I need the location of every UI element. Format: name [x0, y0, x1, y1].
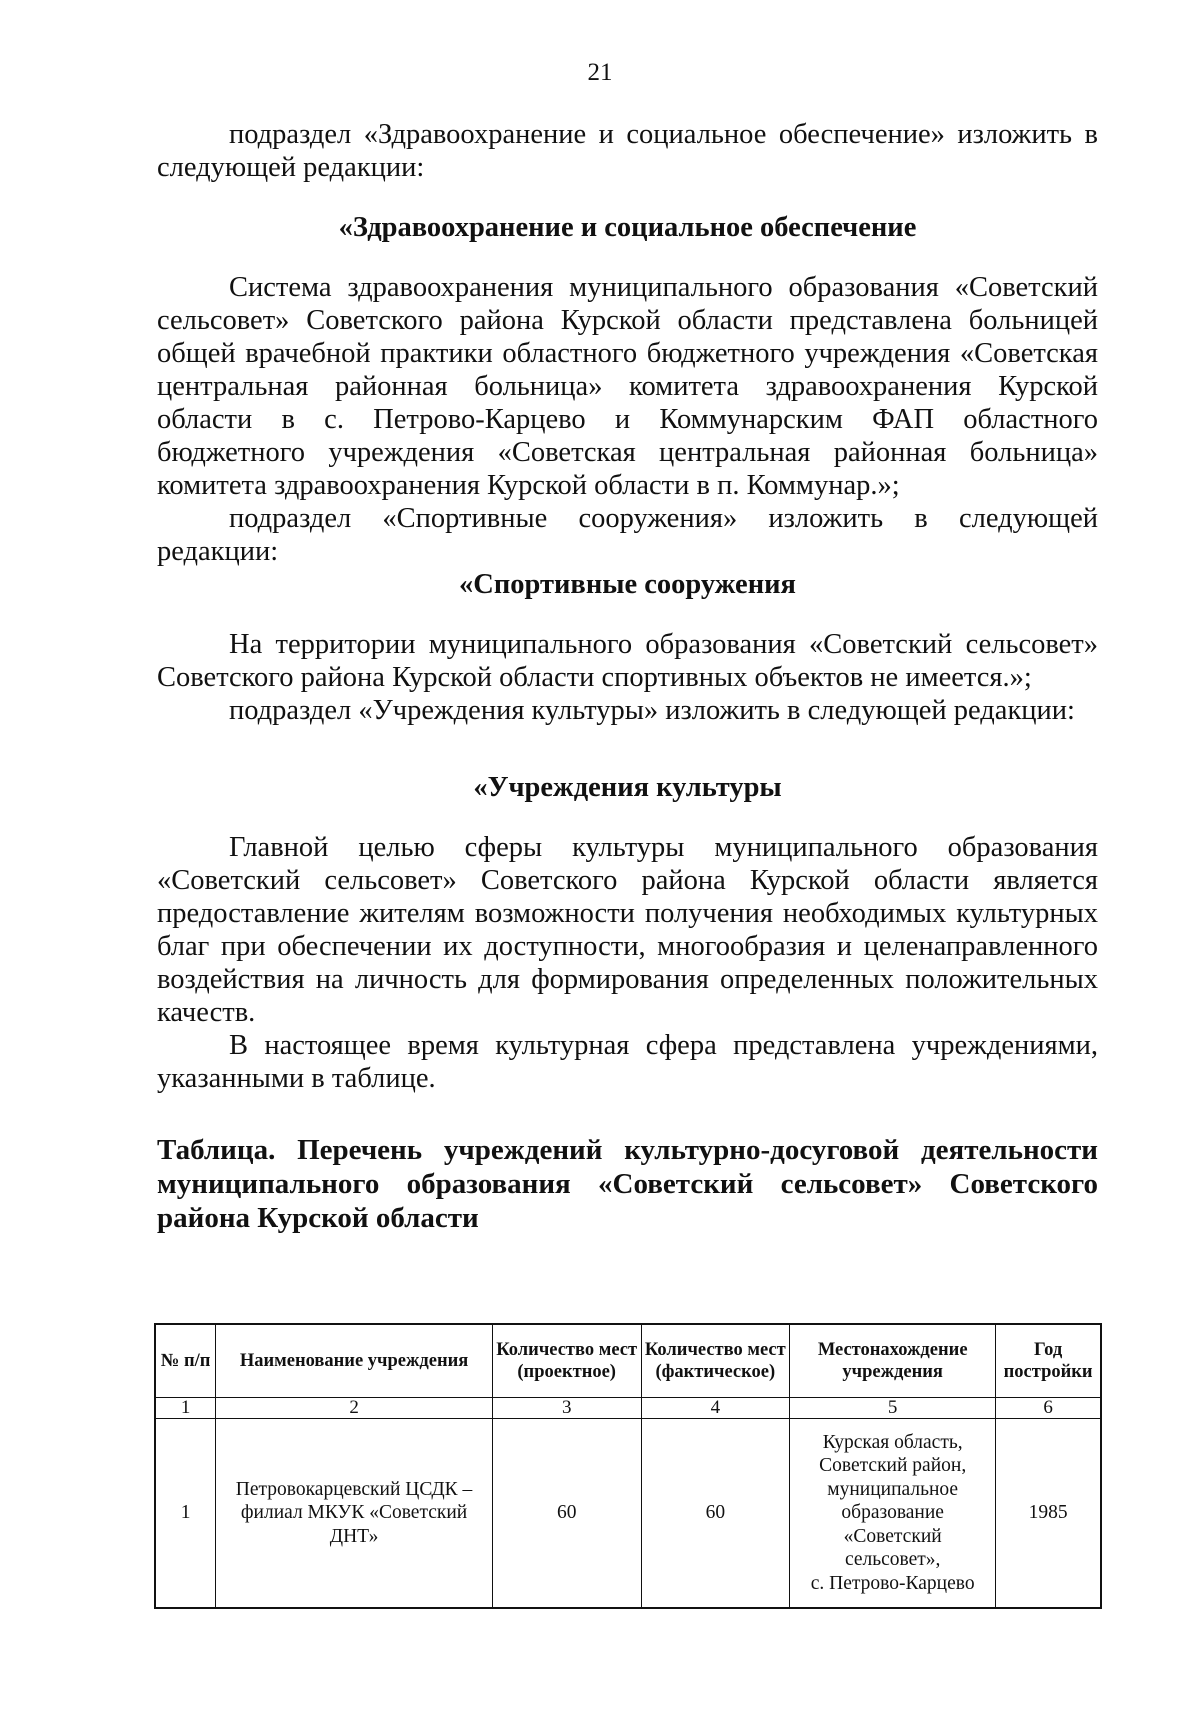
cell-seats-design: 60: [492, 1419, 641, 1609]
location-line: «Советский: [843, 1525, 942, 1547]
heading-health: «Здравоохранение и социальное обеспечение: [338, 212, 917, 243]
paragraph-sport-text: На территории муниципального образования «Советский сельсовет» Советского района Курской области спортивных объектов не имеется.»;: [157, 629, 1098, 693]
header-location: Местонахождение учреждения: [790, 1324, 996, 1398]
column-number: 3: [492, 1398, 641, 1419]
column-number-row: [155, 1398, 1101, 1419]
column-number: 1: [155, 1398, 216, 1419]
cell-num: 1: [155, 1419, 216, 1609]
paragraph-health-intro: подраздел «Здравоохранение и социальное обеспечение» изложить в следующей редакции:: [157, 119, 1098, 183]
table-caption: Таблица. Перечень учреждений культурно-досуговой деятельности муниципального образования «Советский сельсовет» Советского района Курской области: [157, 1134, 1098, 1234]
institutions-table: [154, 1323, 1102, 1609]
paragraph-culture-intro: подраздел «Учреждения культуры» изложить в следующей редакции:: [229, 695, 1075, 726]
header-seats-actual: Количество мест (фактическое): [641, 1324, 790, 1398]
header-name: Наименование учреждения: [216, 1324, 493, 1398]
column-number: 2: [216, 1398, 493, 1419]
paragraph-culture-present: В настоящее время культурная сфера представлена учреждениями, указанными в таблице.: [157, 1030, 1098, 1094]
location-line: образование: [841, 1502, 944, 1524]
cell-location: [790, 1419, 996, 1609]
column-number: 5: [790, 1398, 996, 1419]
cell-seats-actual: 60: [641, 1419, 790, 1609]
location-line: Советский район,: [819, 1455, 967, 1477]
paragraph-culture-goal: Главной целью сферы культуры муниципального образования «Советский сельсовет» Советского района Курской области является предоставление жителям возможности получения необходимых культурных благ при обеспечении их доступности, многообразия и целенаправленного воздействия на личность для формирования определенных положительных качеств.: [157, 832, 1098, 1028]
table-header-row: [155, 1324, 1101, 1398]
header-seats-design: Количество мест (проектное): [492, 1324, 641, 1398]
location-line: с. Петрово-Карцево: [810, 1572, 975, 1594]
paragraph-sport-intro: подраздел «Спортивные сооружения» изложить в следующей редакции:: [157, 503, 1098, 567]
header-num: № п/п: [155, 1324, 216, 1398]
location-line: Курская область,: [822, 1431, 963, 1453]
column-number: 4: [641, 1398, 790, 1419]
location-line: сельсовет»,: [844, 1549, 941, 1571]
table-row: [155, 1419, 1101, 1609]
page-number: 21: [587, 59, 613, 86]
header-year: Год постройки: [996, 1324, 1101, 1398]
paragraph-health-text: Система здравоохранения муниципального образования «Советский сельсовет» Советского района Курской области представлена больницей общей врачебной практики областного бюджетного учреждения «Советская центральная районная больница» комитета здравоохранения Курской области в с. Петрово-Карцево и Коммунарским ФАП областного бюджетного учреждения «Советская центральная районная больница» комитета здравоохранения Курской области в п. Коммунар.»;: [157, 272, 1098, 501]
cell-name: Петровокарцевский ЦСДК – филиал МКУК «Советский ДНТ»: [216, 1419, 493, 1609]
document-body: [157, 118, 1098, 1235]
heading-culture: «Учреждения культуры: [473, 772, 782, 803]
column-number: 6: [996, 1398, 1101, 1419]
cell-year: 1985: [996, 1419, 1101, 1609]
location-line: муниципальное: [827, 1478, 959, 1500]
heading-sport: «Спортивные сооружения: [459, 569, 796, 600]
